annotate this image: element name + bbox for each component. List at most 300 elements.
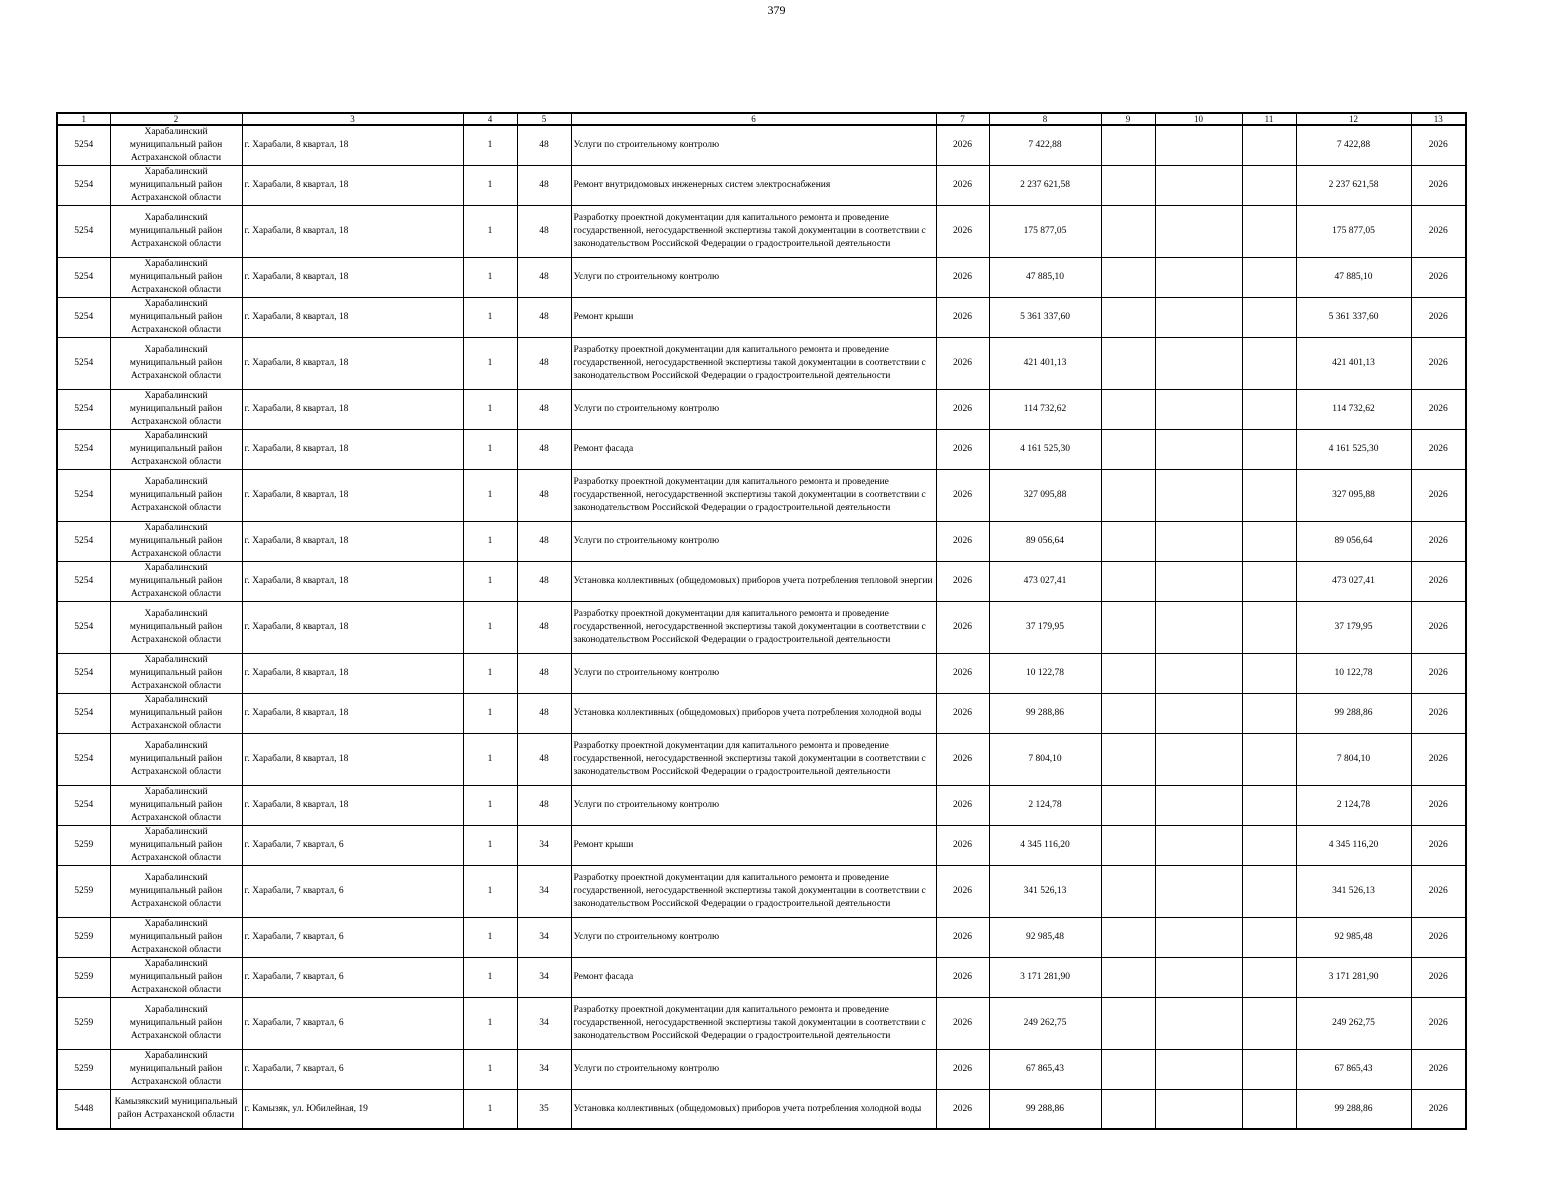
table-cell-col-11: [1242, 338, 1296, 390]
table-cell-col-1: 5254: [57, 562, 110, 602]
table-cell-col-4: 1: [463, 826, 517, 866]
table-cell-col-2: Харабалинский муниципальный район Астраханской области: [110, 470, 242, 522]
table-row: [57, 338, 1466, 390]
table-cell-col-1: 5259: [57, 1050, 110, 1090]
column-header: 5: [517, 113, 571, 125]
table-cell-col-12: 341 526,13: [1296, 866, 1411, 918]
table-cell-col-12: 10 122,78: [1296, 654, 1411, 694]
table-cell-col-1: 5259: [57, 998, 110, 1050]
table-cell-col-8: 341 526,13: [989, 866, 1101, 918]
table-cell-col-1: 5254: [57, 522, 110, 562]
table-cell-col-5: 34: [517, 958, 571, 998]
table-cell-col-10: [1155, 125, 1242, 166]
table-cell-col-7: 2026: [936, 866, 989, 918]
table-cell-col-1: 5254: [57, 654, 110, 694]
table-cell-col-9: [1101, 390, 1155, 430]
table-cell-col-5: 34: [517, 826, 571, 866]
table-cell-col-10: [1155, 866, 1242, 918]
table-cell-col-13: 2026: [1411, 998, 1466, 1050]
table-cell-col-9: [1101, 654, 1155, 694]
table-cell-col-7: 2026: [936, 826, 989, 866]
table-cell-col-10: [1155, 390, 1242, 430]
table-cell-col-6: Ремонт фасада: [571, 958, 936, 998]
table-cell-col-13: 2026: [1411, 866, 1466, 918]
table-cell-col-13: 2026: [1411, 1050, 1466, 1090]
table-row: [57, 654, 1466, 694]
table-cell-col-13: 2026: [1411, 298, 1466, 338]
table-cell-col-7: 2026: [936, 694, 989, 734]
table-row: [57, 562, 1466, 602]
table-cell-col-12: 473 027,41: [1296, 562, 1411, 602]
table-cell-col-3: г. Харабали, 8 квартал, 18: [242, 125, 463, 166]
table-cell-col-4: 1: [463, 206, 517, 258]
table-cell-col-6: Услуги по строительному контролю: [571, 654, 936, 694]
table-cell-col-1: 5259: [57, 866, 110, 918]
table-cell-col-2: Харабалинский муниципальный район Астраханской области: [110, 866, 242, 918]
table-cell-col-8: 327 095,88: [989, 470, 1101, 522]
table-cell-col-6: Услуги по строительному контролю: [571, 918, 936, 958]
table-cell-col-3: г. Харабали, 7 квартал, 6: [242, 958, 463, 998]
table-cell-col-1: 5259: [57, 958, 110, 998]
table-cell-col-10: [1155, 602, 1242, 654]
table-row: [57, 786, 1466, 826]
table-cell-col-7: 2026: [936, 338, 989, 390]
table-cell-col-4: 1: [463, 338, 517, 390]
table-cell-col-9: [1101, 470, 1155, 522]
table-cell-col-10: [1155, 522, 1242, 562]
table-cell-col-1: 5254: [57, 125, 110, 166]
table-row: [57, 298, 1466, 338]
table-cell-col-7: 2026: [936, 1050, 989, 1090]
table-cell-col-6: Услуги по строительному контролю: [571, 786, 936, 826]
table-cell-col-9: [1101, 258, 1155, 298]
table-cell-col-8: 2 124,78: [989, 786, 1101, 826]
table-cell-col-9: [1101, 826, 1155, 866]
table-cell-col-6: Услуги по строительному контролю: [571, 390, 936, 430]
table-cell-col-1: 5254: [57, 338, 110, 390]
table-cell-col-3: г. Харабали, 8 квартал, 18: [242, 258, 463, 298]
table-cell-col-9: [1101, 958, 1155, 998]
table-cell-col-9: [1101, 206, 1155, 258]
table-cell-col-9: [1101, 1050, 1155, 1090]
column-header: 6: [571, 113, 936, 125]
column-header: 10: [1155, 113, 1242, 125]
table-cell-col-11: [1242, 918, 1296, 958]
column-header: 3: [242, 113, 463, 125]
column-header: 4: [463, 113, 517, 125]
table-cell-col-8: 249 262,75: [989, 998, 1101, 1050]
table-cell-col-2: Харабалинский муниципальный район Астраханской области: [110, 258, 242, 298]
table-row: [57, 1090, 1466, 1130]
table-cell-col-8: 99 288,86: [989, 694, 1101, 734]
table-cell-col-10: [1155, 786, 1242, 826]
table-cell-col-8: 421 401,13: [989, 338, 1101, 390]
table-cell-col-3: г. Харабали, 7 квартал, 6: [242, 1050, 463, 1090]
table-cell-col-8: 67 865,43: [989, 1050, 1101, 1090]
table-cell-col-9: [1101, 125, 1155, 166]
table-cell-col-13: 2026: [1411, 734, 1466, 786]
table-cell-col-7: 2026: [936, 522, 989, 562]
table-cell-col-5: 48: [517, 430, 571, 470]
table-cell-col-2: Харабалинский муниципальный район Астраханской области: [110, 338, 242, 390]
table-cell-col-5: 48: [517, 166, 571, 206]
registry-table: [56, 112, 1467, 1130]
table-cell-col-10: [1155, 258, 1242, 298]
column-header: 7: [936, 113, 989, 125]
table-cell-col-11: [1242, 1090, 1296, 1130]
table-row: [57, 258, 1466, 298]
table-cell-col-3: г. Харабали, 8 квартал, 18: [242, 470, 463, 522]
table-row: [57, 390, 1466, 430]
table-cell-col-6: Разработку проектной документации для капитального ремонта и проведение государственной, негосударственной экспертизы такой документации в соответствии с законодательством Российской Федерации о градостроительной деятельности: [571, 734, 936, 786]
table-cell-col-4: 1: [463, 958, 517, 998]
table-cell-col-8: 7 804,10: [989, 734, 1101, 786]
table-cell-col-11: [1242, 522, 1296, 562]
table-cell-col-7: 2026: [936, 654, 989, 694]
table-cell-col-11: [1242, 166, 1296, 206]
table-cell-col-6: Услуги по строительному контролю: [571, 125, 936, 166]
table-cell-col-7: 2026: [936, 786, 989, 826]
table-cell-col-13: 2026: [1411, 786, 1466, 826]
table-cell-col-2: Харабалинский муниципальный район Астраханской области: [110, 918, 242, 958]
table-cell-col-8: 10 122,78: [989, 654, 1101, 694]
table-row: [57, 430, 1466, 470]
table-cell-col-9: [1101, 522, 1155, 562]
table-cell-col-2: Харабалинский муниципальный район Астраханской области: [110, 298, 242, 338]
table-cell-col-4: 1: [463, 734, 517, 786]
table-cell-col-2: Харабалинский муниципальный район Астраханской области: [110, 654, 242, 694]
table-cell-col-6: Ремонт внутридомовых инженерных систем электроснабжения: [571, 166, 936, 206]
table-cell-col-12: 421 401,13: [1296, 338, 1411, 390]
table-cell-col-3: г. Харабали, 8 квартал, 18: [242, 338, 463, 390]
table-cell-col-3: г. Харабали, 8 квартал, 18: [242, 390, 463, 430]
table-cell-col-5: 48: [517, 258, 571, 298]
table-cell-col-2: Харабалинский муниципальный район Астраханской области: [110, 694, 242, 734]
table-cell-col-4: 1: [463, 918, 517, 958]
table-cell-col-9: [1101, 338, 1155, 390]
table-cell-col-2: Харабалинский муниципальный район Астраханской области: [110, 206, 242, 258]
table-cell-col-12: 92 985,48: [1296, 918, 1411, 958]
table-cell-col-3: г. Харабали, 7 квартал, 6: [242, 918, 463, 958]
table-cell-col-3: г. Камызяк, ул. Юбилейная, 19: [242, 1090, 463, 1130]
table-cell-col-5: 35: [517, 1090, 571, 1130]
table-cell-col-4: 1: [463, 125, 517, 166]
table-cell-col-13: 2026: [1411, 338, 1466, 390]
table-cell-col-3: г. Харабали, 8 квартал, 18: [242, 298, 463, 338]
table-cell-col-8: 4 345 116,20: [989, 826, 1101, 866]
table-cell-col-2: Харабалинский муниципальный район Астраханской области: [110, 998, 242, 1050]
table-cell-col-3: г. Харабали, 8 квартал, 18: [242, 734, 463, 786]
column-header: 12: [1296, 113, 1411, 125]
table-row: [57, 998, 1466, 1050]
table-cell-col-13: 2026: [1411, 958, 1466, 998]
table-cell-col-2: Харабалинский муниципальный район Астраханской области: [110, 786, 242, 826]
table-cell-col-12: 7 422,88: [1296, 125, 1411, 166]
table-cell-col-1: 5254: [57, 786, 110, 826]
table-cell-col-4: 1: [463, 1050, 517, 1090]
table-cell-col-5: 48: [517, 734, 571, 786]
table-cell-col-8: 3 171 281,90: [989, 958, 1101, 998]
table-cell-col-12: 7 804,10: [1296, 734, 1411, 786]
table-cell-col-9: [1101, 694, 1155, 734]
table-cell-col-4: 1: [463, 562, 517, 602]
table-cell-col-4: 1: [463, 522, 517, 562]
table-row: [57, 522, 1466, 562]
table-cell-col-11: [1242, 826, 1296, 866]
table-row: [57, 826, 1466, 866]
table-row: [57, 866, 1466, 918]
table-cell-col-2: Харабалинский муниципальный район Астраханской области: [110, 734, 242, 786]
table-cell-col-6: Услуги по строительному контролю: [571, 258, 936, 298]
table-cell-col-3: г. Харабали, 7 квартал, 6: [242, 998, 463, 1050]
table-cell-col-11: [1242, 1050, 1296, 1090]
table-row: [57, 918, 1466, 958]
table-cell-col-10: [1155, 826, 1242, 866]
table-cell-col-7: 2026: [936, 258, 989, 298]
table-cell-col-12: 99 288,86: [1296, 1090, 1411, 1130]
table-cell-col-5: 34: [517, 998, 571, 1050]
table-cell-col-10: [1155, 1090, 1242, 1130]
table-cell-col-3: г. Харабали, 8 квартал, 18: [242, 654, 463, 694]
table-cell-col-7: 2026: [936, 430, 989, 470]
table-cell-col-6: Установка коллективных (общедомовых) приборов учета потребления холодной воды: [571, 694, 936, 734]
table-cell-col-4: 1: [463, 258, 517, 298]
table-cell-col-12: 5 361 337,60: [1296, 298, 1411, 338]
table-cell-col-1: 5254: [57, 390, 110, 430]
table-cell-col-2: Харабалинский муниципальный район Астраханской области: [110, 390, 242, 430]
table-cell-col-8: 99 288,86: [989, 1090, 1101, 1130]
column-header: 9: [1101, 113, 1155, 125]
table-cell-col-6: Разработку проектной документации для капитального ремонта и проведение государственной, негосударственной экспертизы такой документации в соответствии с законодательством Российской Федерации о градостроительной деятельности: [571, 470, 936, 522]
table-cell-col-11: [1242, 125, 1296, 166]
column-header: 13: [1411, 113, 1466, 125]
table-cell-col-13: 2026: [1411, 562, 1466, 602]
table-cell-col-8: 47 885,10: [989, 258, 1101, 298]
table-cell-col-12: 37 179,95: [1296, 602, 1411, 654]
table-cell-col-6: Разработку проектной документации для капитального ремонта и проведение государственной, негосударственной экспертизы такой документации в соответствии с законодательством Российской Федерации о градостроительной деятельности: [571, 602, 936, 654]
table-cell-col-4: 1: [463, 694, 517, 734]
table-cell-col-4: 1: [463, 866, 517, 918]
table-cell-col-11: [1242, 734, 1296, 786]
table-cell-col-11: [1242, 562, 1296, 602]
table-cell-col-8: 114 732,62: [989, 390, 1101, 430]
table-row: [57, 470, 1466, 522]
table-cell-col-8: 37 179,95: [989, 602, 1101, 654]
table-cell-col-4: 1: [463, 430, 517, 470]
table-cell-col-11: [1242, 206, 1296, 258]
table-cell-col-3: г. Харабали, 8 квартал, 18: [242, 786, 463, 826]
table-cell-col-12: 4 345 116,20: [1296, 826, 1411, 866]
table-cell-col-2: Харабалинский муниципальный район Астраханской области: [110, 826, 242, 866]
table-cell-col-2: Харабалинский муниципальный район Астраханской области: [110, 958, 242, 998]
table-cell-col-7: 2026: [936, 602, 989, 654]
table-cell-col-8: 5 361 337,60: [989, 298, 1101, 338]
table-cell-col-5: 48: [517, 125, 571, 166]
table-cell-col-11: [1242, 430, 1296, 470]
table-cell-col-12: 3 171 281,90: [1296, 958, 1411, 998]
table-cell-col-6: Разработку проектной документации для капитального ремонта и проведение государственной, негосударственной экспертизы такой документации в соответствии с законодательством Российской Федерации о градостроительной деятельности: [571, 998, 936, 1050]
table-cell-col-9: [1101, 602, 1155, 654]
table-cell-col-5: 34: [517, 866, 571, 918]
table-cell-col-13: 2026: [1411, 206, 1466, 258]
table-cell-col-12: 114 732,62: [1296, 390, 1411, 430]
table-cell-col-10: [1155, 918, 1242, 958]
table-cell-col-4: 1: [463, 470, 517, 522]
table-cell-col-2: Харабалинский муниципальный район Астраханской области: [110, 166, 242, 206]
table-cell-col-1: 5254: [57, 430, 110, 470]
table-cell-col-7: 2026: [936, 298, 989, 338]
table-cell-col-6: Разработку проектной документации для капитального ремонта и проведение государственной, негосударственной экспертизы такой документации в соответствии с законодательством Российской Федерации о градостроительной деятельности: [571, 206, 936, 258]
table-cell-col-11: [1242, 654, 1296, 694]
column-number-row: [57, 113, 1466, 125]
table-cell-col-10: [1155, 298, 1242, 338]
table-cell-col-12: 2 124,78: [1296, 786, 1411, 826]
table-row: [57, 958, 1466, 998]
table-cell-col-10: [1155, 654, 1242, 694]
table-cell-col-2: Камызякский муниципальный район Астраханской области: [110, 1090, 242, 1130]
table-cell-col-6: Ремонт крыши: [571, 298, 936, 338]
table-cell-col-4: 1: [463, 166, 517, 206]
table-cell-col-1: 5254: [57, 734, 110, 786]
table-cell-col-1: 5254: [57, 206, 110, 258]
table-cell-col-2: Харабалинский муниципальный район Астраханской области: [110, 522, 242, 562]
column-header: 11: [1242, 113, 1296, 125]
table-cell-col-11: [1242, 258, 1296, 298]
table-cell-col-2: Харабалинский муниципальный район Астраханской области: [110, 602, 242, 654]
table-cell-col-1: 5254: [57, 602, 110, 654]
page-number: 379: [767, 3, 786, 17]
table-row: [57, 1050, 1466, 1090]
table-cell-col-8: 175 877,05: [989, 206, 1101, 258]
table-cell-col-12: 4 161 525,30: [1296, 430, 1411, 470]
table-row: [57, 734, 1466, 786]
table-cell-col-11: [1242, 866, 1296, 918]
column-header: 8: [989, 113, 1101, 125]
table-cell-col-13: 2026: [1411, 522, 1466, 562]
table-cell-col-5: 48: [517, 602, 571, 654]
table-cell-col-8: 7 422,88: [989, 125, 1101, 166]
table-cell-col-4: 1: [463, 1090, 517, 1130]
table-cell-col-7: 2026: [936, 1090, 989, 1130]
table-cell-col-5: 48: [517, 562, 571, 602]
table-cell-col-13: 2026: [1411, 470, 1466, 522]
table-cell-col-12: 99 288,86: [1296, 694, 1411, 734]
table-cell-col-5: 48: [517, 694, 571, 734]
table-cell-col-6: Ремонт фасада: [571, 430, 936, 470]
table-cell-col-12: 2 237 621,58: [1296, 166, 1411, 206]
table-cell-col-4: 1: [463, 654, 517, 694]
table-cell-col-10: [1155, 694, 1242, 734]
table-cell-col-5: 48: [517, 390, 571, 430]
table-cell-col-10: [1155, 338, 1242, 390]
table-cell-col-1: 5448: [57, 1090, 110, 1130]
table-cell-col-8: 4 161 525,30: [989, 430, 1101, 470]
table-cell-col-13: 2026: [1411, 125, 1466, 166]
table-cell-col-4: 1: [463, 298, 517, 338]
table-cell-col-8: 2 237 621,58: [989, 166, 1101, 206]
table-cell-col-11: [1242, 298, 1296, 338]
table-cell-col-7: 2026: [936, 998, 989, 1050]
table-row: [57, 602, 1466, 654]
table-cell-col-5: 48: [517, 654, 571, 694]
table-cell-col-12: 175 877,05: [1296, 206, 1411, 258]
table-cell-col-12: 327 095,88: [1296, 470, 1411, 522]
table-cell-col-13: 2026: [1411, 654, 1466, 694]
table-cell-col-5: 48: [517, 338, 571, 390]
table-cell-col-5: 48: [517, 470, 571, 522]
table-cell-col-2: Харабалинский муниципальный район Астраханской области: [110, 562, 242, 602]
table-cell-col-7: 2026: [936, 125, 989, 166]
table-cell-col-7: 2026: [936, 734, 989, 786]
table-cell-col-2: Харабалинский муниципальный район Астраханской области: [110, 430, 242, 470]
table-cell-col-1: 5259: [57, 826, 110, 866]
table-cell-col-2: Харабалинский муниципальный район Астраханской области: [110, 1050, 242, 1090]
table-cell-col-10: [1155, 998, 1242, 1050]
table-cell-col-7: 2026: [936, 918, 989, 958]
table-cell-col-1: 5254: [57, 694, 110, 734]
table-cell-col-13: 2026: [1411, 430, 1466, 470]
table-cell-col-12: 249 262,75: [1296, 998, 1411, 1050]
table-cell-col-6: Услуги по строительному контролю: [571, 522, 936, 562]
table-cell-col-10: [1155, 206, 1242, 258]
table-cell-col-5: 34: [517, 918, 571, 958]
table-cell-col-7: 2026: [936, 206, 989, 258]
table-cell-col-12: 47 885,10: [1296, 258, 1411, 298]
table-cell-col-5: 48: [517, 298, 571, 338]
table-cell-col-3: г. Харабали, 8 квартал, 18: [242, 206, 463, 258]
table-cell-col-7: 2026: [936, 958, 989, 998]
table-cell-col-5: 48: [517, 786, 571, 826]
table-cell-col-13: 2026: [1411, 166, 1466, 206]
table-cell-col-6: Разработку проектной документации для капитального ремонта и проведение государственной, негосударственной экспертизы такой документации в соответствии с законодательством Российской Федерации о градостроительной деятельности: [571, 338, 936, 390]
table-cell-col-9: [1101, 562, 1155, 602]
table-cell-col-13: 2026: [1411, 390, 1466, 430]
table-cell-col-6: Разработку проектной документации для капитального ремонта и проведение государственной, негосударственной экспертизы такой документации в соответствии с законодательством Российской Федерации о градостроительной деятельности: [571, 866, 936, 918]
table-cell-col-9: [1101, 430, 1155, 470]
table-cell-col-3: г. Харабали, 8 квартал, 18: [242, 602, 463, 654]
table-cell-col-5: 48: [517, 522, 571, 562]
table-cell-col-7: 2026: [936, 390, 989, 430]
table-cell-col-4: 1: [463, 786, 517, 826]
table-cell-col-5: 48: [517, 206, 571, 258]
table-cell-col-9: [1101, 298, 1155, 338]
table-row: [57, 206, 1466, 258]
table-cell-col-3: г. Харабали, 8 квартал, 18: [242, 430, 463, 470]
column-header: 2: [110, 113, 242, 125]
table-cell-col-10: [1155, 958, 1242, 998]
table-cell-col-11: [1242, 786, 1296, 826]
table-row: [57, 694, 1466, 734]
table-cell-col-10: [1155, 562, 1242, 602]
table-cell-col-13: 2026: [1411, 826, 1466, 866]
table-cell-col-6: Установка коллективных (общедомовых) приборов учета потребления тепловой энергии: [571, 562, 936, 602]
table-cell-col-10: [1155, 470, 1242, 522]
table-cell-col-1: 5254: [57, 258, 110, 298]
table-cell-col-9: [1101, 1090, 1155, 1130]
table-cell-col-5: 34: [517, 1050, 571, 1090]
table-body: [57, 125, 1466, 1129]
table-cell-col-4: 1: [463, 390, 517, 430]
table-cell-col-11: [1242, 958, 1296, 998]
table-cell-col-11: [1242, 602, 1296, 654]
table-cell-col-11: [1242, 390, 1296, 430]
table-cell-col-8: 89 056,64: [989, 522, 1101, 562]
table-cell-col-1: 5259: [57, 918, 110, 958]
table-cell-col-11: [1242, 470, 1296, 522]
table-cell-col-13: 2026: [1411, 258, 1466, 298]
table-cell-col-11: [1242, 694, 1296, 734]
table-cell-col-2: Харабалинский муниципальный район Астраханской области: [110, 125, 242, 166]
